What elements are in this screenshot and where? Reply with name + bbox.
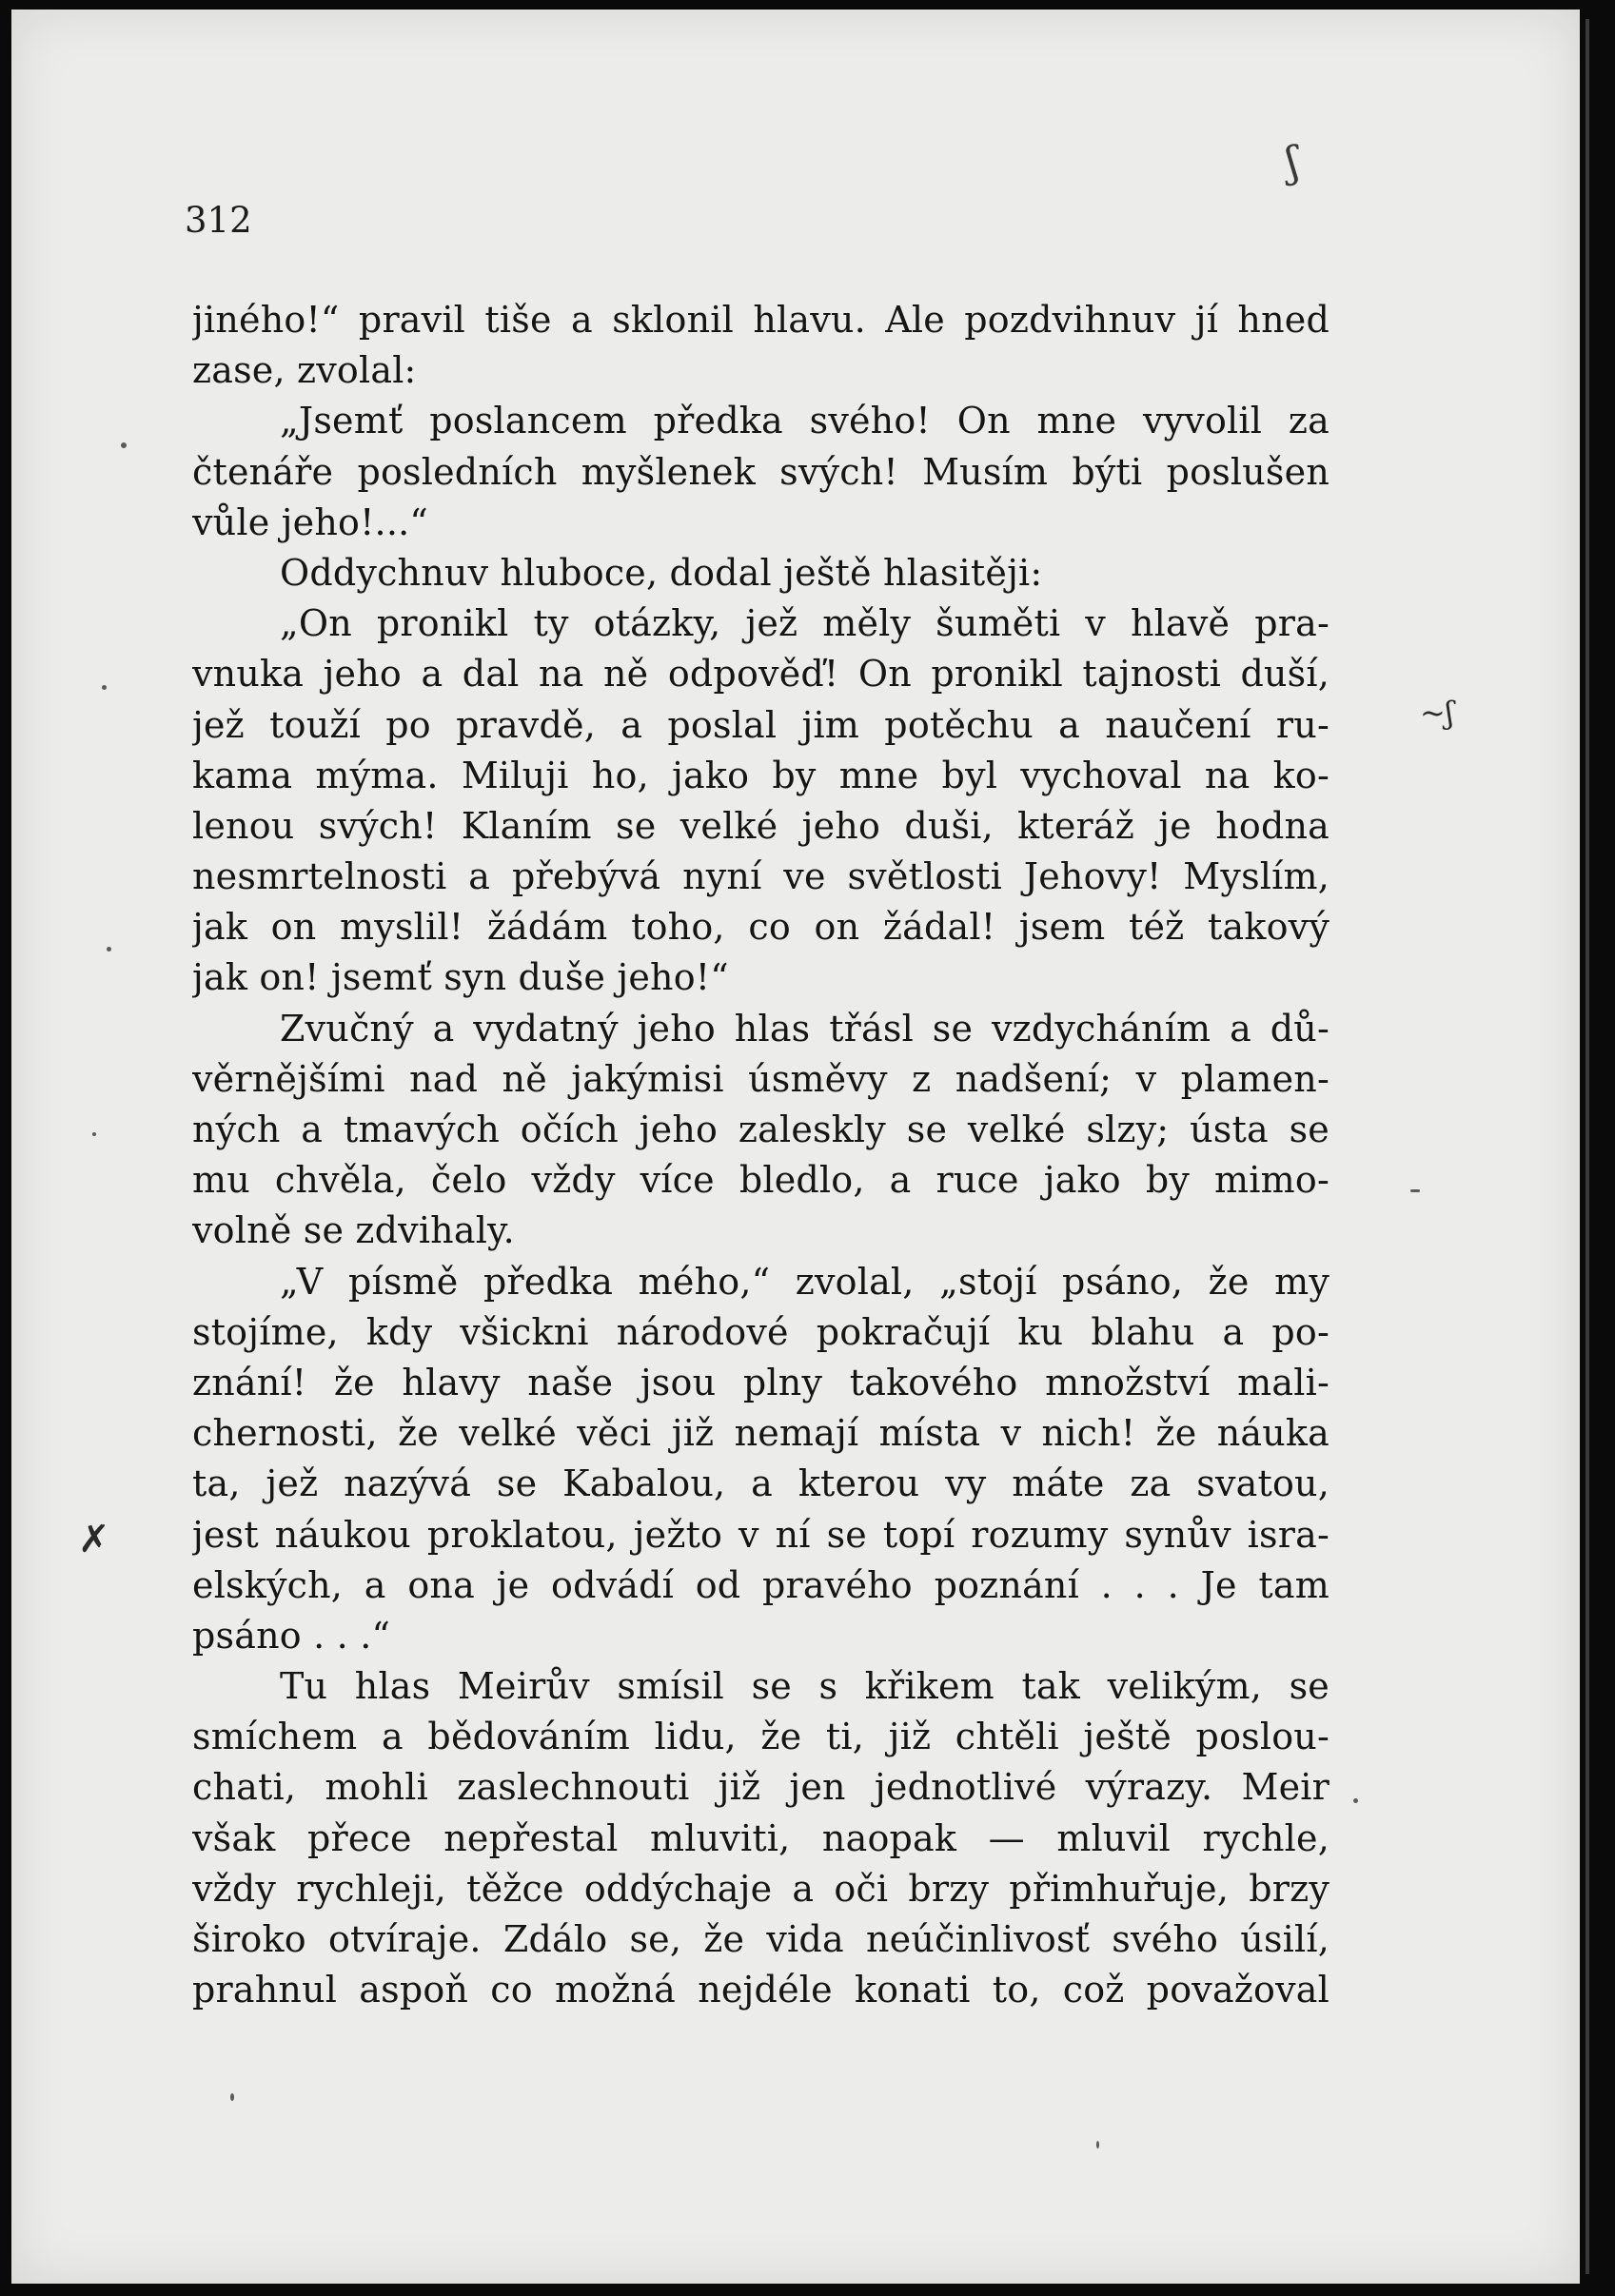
text-line: volně se zdvihaly. bbox=[192, 1209, 515, 1252]
text-line: jest náukou proklatou, ježto v ní se topí rozumy synův isra- bbox=[192, 1513, 1329, 1556]
text-line: kama mýma. Miluji ho, jako by mne byl vychoval na ko- bbox=[192, 754, 1329, 796]
margin-cross-mark: ✗ bbox=[78, 1518, 110, 1561]
text-line: elských, a ona je odvádí od pravého poznání . . . Je tam bbox=[192, 1563, 1329, 1606]
scan-speck bbox=[121, 442, 127, 448]
margin-squiggle-mark: ~ʃ bbox=[1420, 695, 1454, 731]
text-line: Zvučný a vydatný jeho hlas třásl se vzdycháním a dů- bbox=[280, 1007, 1329, 1050]
text-line: lenou svých! Klaním se velké jeho duši, kteráž je hodna bbox=[192, 804, 1329, 847]
text-line: chati, mohli zaslechnouti již jen jednotlivé výrazy. Meir bbox=[192, 1766, 1329, 1809]
text-line: jak on! jsemť syn duše jeho!“ bbox=[192, 956, 729, 999]
text-line: zase, zvolal: bbox=[192, 349, 417, 392]
scan-speck bbox=[230, 2093, 234, 2101]
text-line: jež touží po pravdě, a poslal jim potěchu a naučení ru- bbox=[192, 703, 1329, 746]
scan-speck bbox=[92, 1132, 96, 1136]
text-line: znání! že hlavy naše jsou plny takového množství mali- bbox=[192, 1361, 1329, 1403]
text-line: smíchem a bědováním lidu, že ti, již chtěli ještě poslou- bbox=[192, 1716, 1329, 1758]
text-line: jak on myslil! žádám toho, co on žádal! jsem též takový bbox=[192, 906, 1329, 949]
scan-edge-line bbox=[1585, 19, 1589, 2274]
scan-speck bbox=[107, 947, 111, 952]
body-text bbox=[192, 295, 1329, 2015]
text-line: ta, jež nazývá se Kabalou, a kterou vy máte za svatou, bbox=[192, 1462, 1329, 1505]
text-line: široko otvíraje. Zdálo se, že vida neúčinlivosť svého úsilí, bbox=[192, 1918, 1329, 1960]
text-line: věrnějšími nad ně jakýmisi úsměvy z nadšení; v plamen- bbox=[192, 1057, 1329, 1100]
text-line: jiného!“ pravil tiše a sklonil hlavu. Ale pozdvihnuv jí hned bbox=[192, 299, 1329, 341]
text-line: „Jsemť poslancem předka svého! On mne vyvolil za bbox=[280, 400, 1329, 442]
text-line: vždy rychleji, těžce oddýchaje a oči brzy přimhuřuje, brzy bbox=[192, 1867, 1329, 1910]
text-line: psáno . . .“ bbox=[192, 1614, 391, 1657]
scan-speck bbox=[102, 685, 107, 690]
scan-speck bbox=[1353, 1798, 1358, 1803]
page-number: 312 bbox=[185, 200, 252, 241]
text-line: stojíme, kdy všickni národové pokračují ku blahu a po- bbox=[192, 1310, 1329, 1353]
text-line: Tu hlas Meirův smísil se s křikem tak velikým, se bbox=[280, 1665, 1329, 1708]
book-page bbox=[11, 10, 1580, 2284]
scan-speck bbox=[1096, 2141, 1099, 2149]
text-line: mu chvěla, čelo vždy více bledlo, a ruce jako by mimo- bbox=[192, 1159, 1329, 1202]
scan-edge bbox=[1580, 0, 1615, 2296]
text-line: chernosti, že velké věci již nemají místa v nich! že náuka bbox=[192, 1412, 1329, 1455]
text-line: ných a tmavých očích jeho zaleskly se velké slzy; ústa se bbox=[192, 1109, 1329, 1150]
text-line: „V písmě předka mého,“ zvolal, „stojí psáno, že my bbox=[280, 1260, 1329, 1303]
text-line: vnuka jeho a dal na ně odpověď! On pronikl tajnosti duší, bbox=[192, 653, 1329, 696]
text-line: prahnul aspoň co možná nejdéle konati to, což považoval bbox=[192, 1969, 1329, 2011]
text-line: Oddychnuv hluboce, dodal ještě hlasitěji: bbox=[280, 551, 1043, 594]
pencil-mark: ʃ bbox=[1283, 137, 1302, 187]
text-line: „On pronikl ty otázky, jež měly šuměti v hlavě pra- bbox=[280, 602, 1329, 645]
text-line: vůle jeho!...“ bbox=[192, 500, 429, 543]
text-line: nesmrtelnosti a přebývá nyní ve světlosti Jehovy! Myslím, bbox=[192, 855, 1329, 898]
text-line: čtenáře posledních myšlenek svých! Musím býti poslušen bbox=[192, 450, 1329, 493]
scan-speck bbox=[1410, 1189, 1420, 1192]
text-line: však přece nepřestal mluviti, naopak — mluvil rychle, bbox=[192, 1816, 1329, 1859]
